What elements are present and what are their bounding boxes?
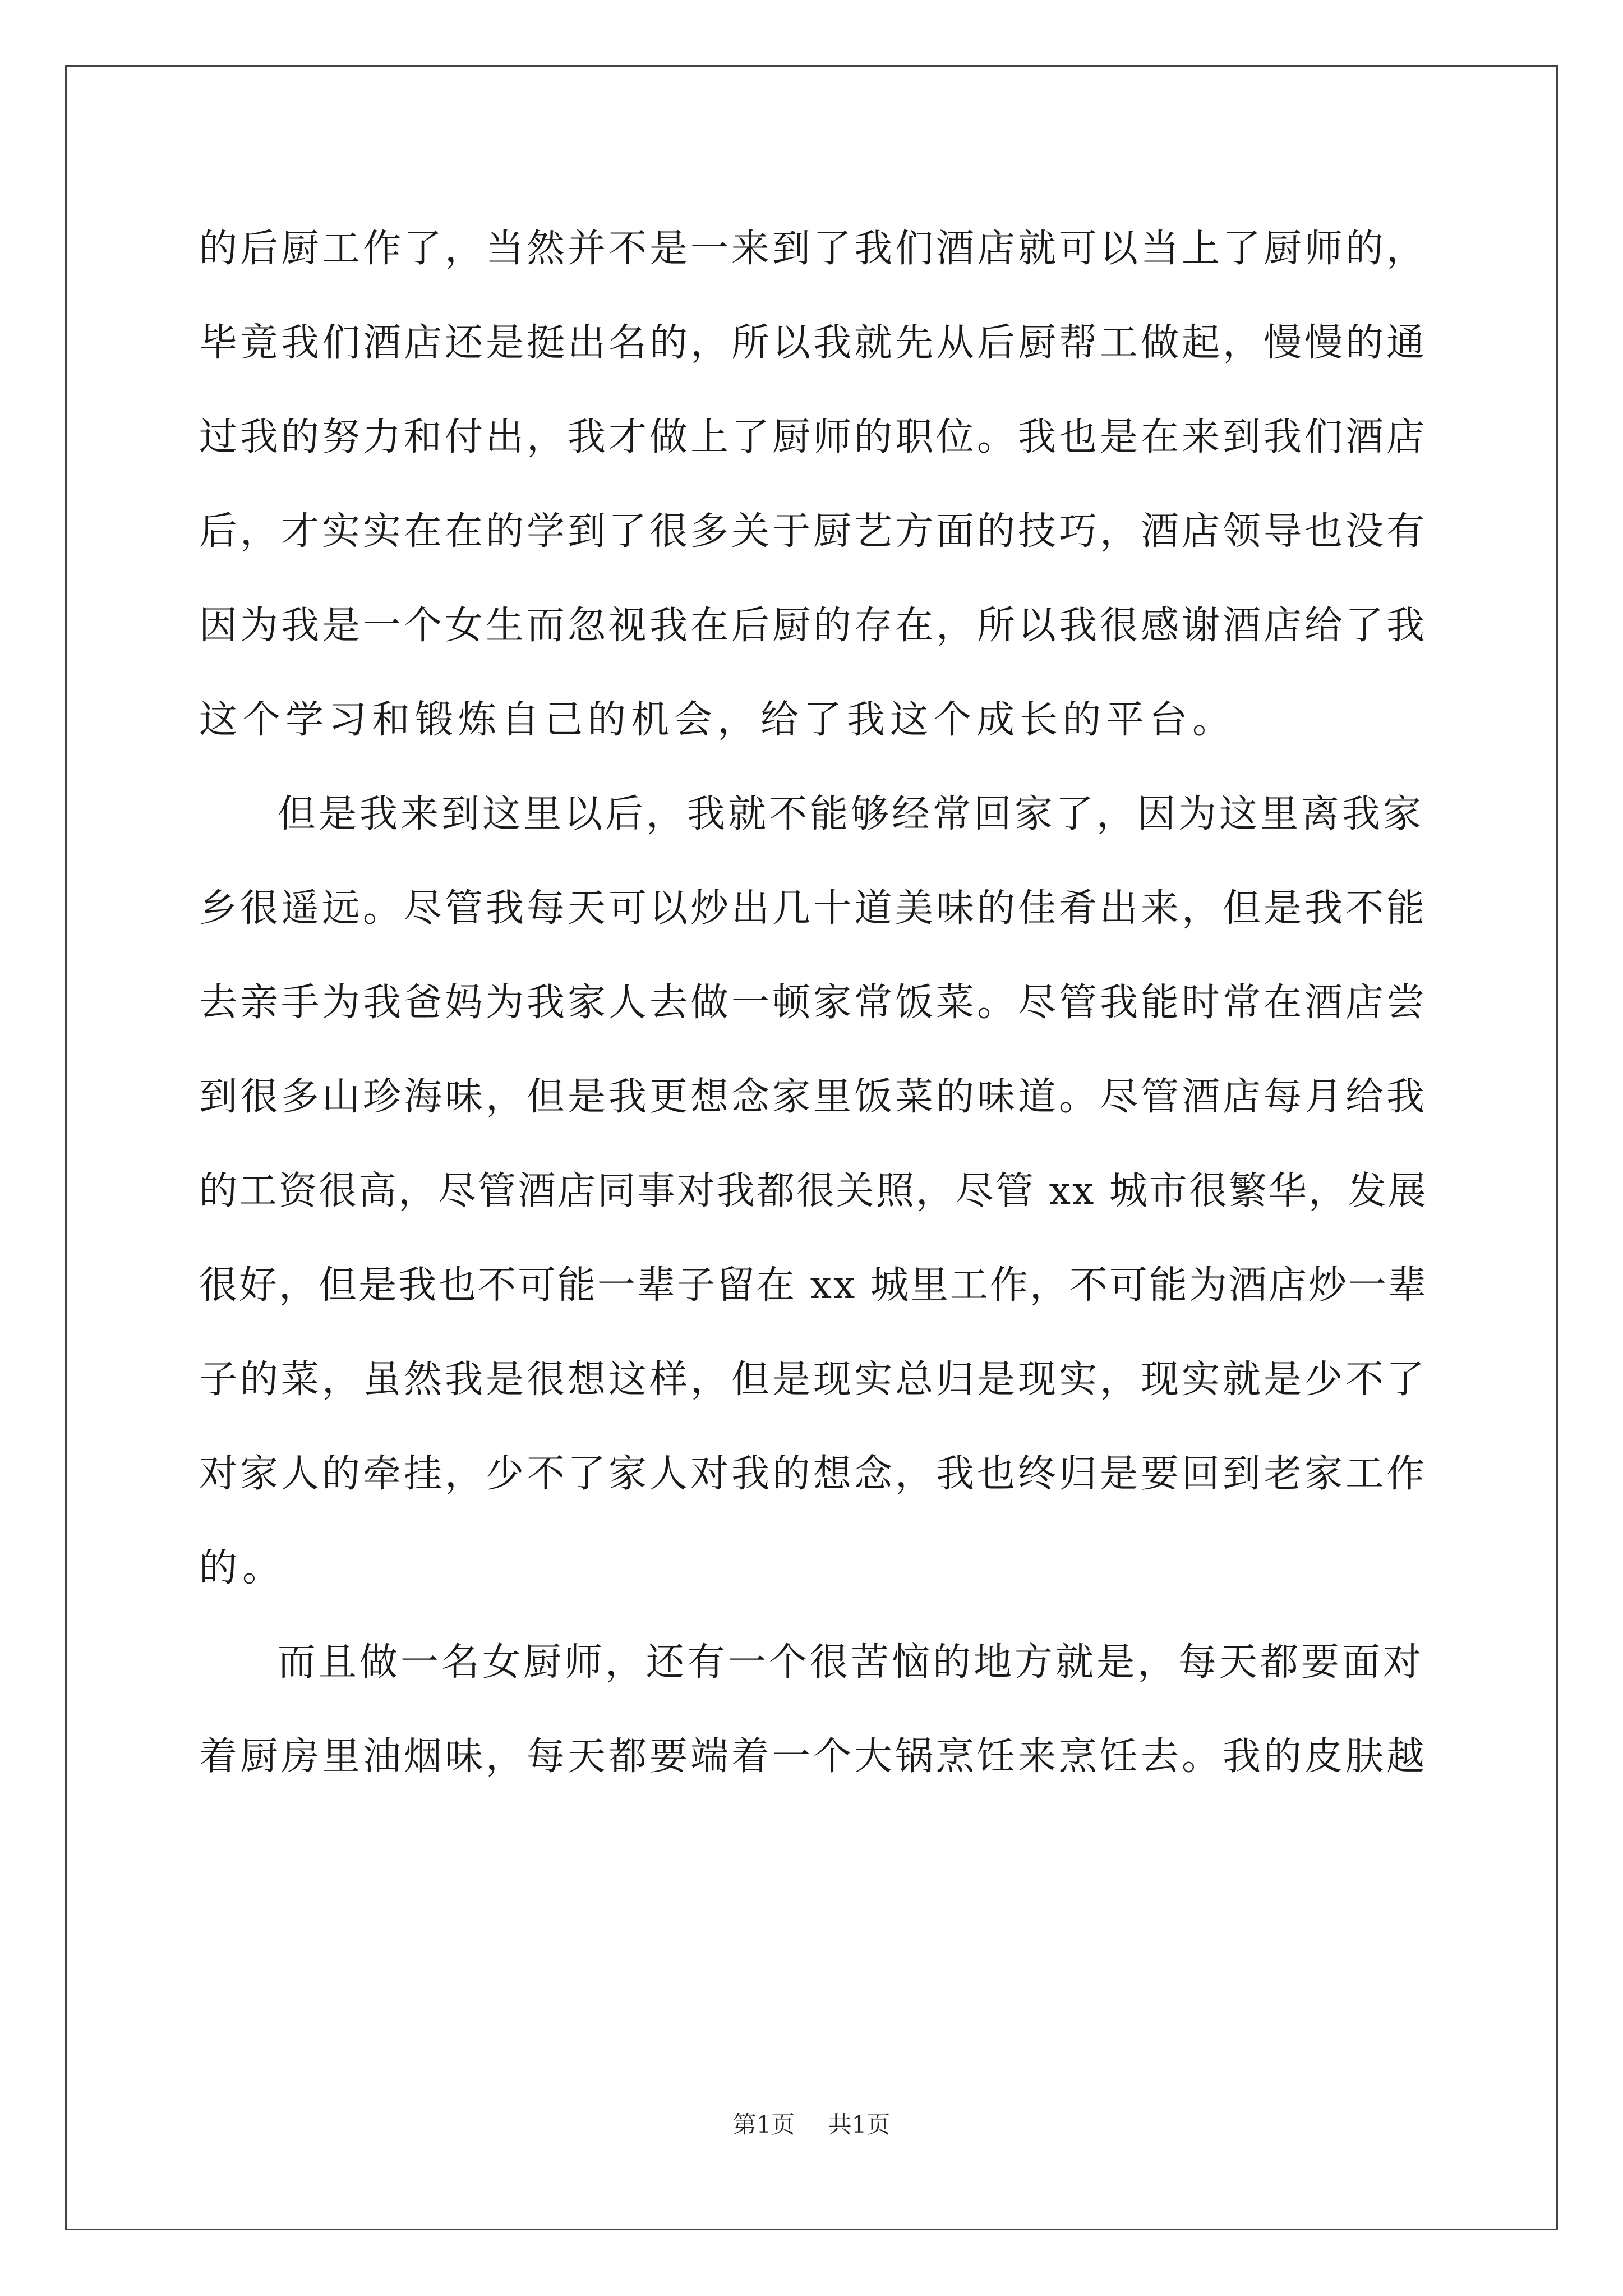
text-line: 乡很遥远。尽管我每天可以炒出几十道美味的佳肴出来，但是我不能 [199, 886, 1428, 931]
page-number: 第1页 [732, 2111, 795, 2138]
text-line: 到很多山珍海味，但是我更想念家里饭菜的味道。尽管酒店每月给我 [199, 1075, 1428, 1119]
text-line: 去亲手为我爸妈为我家人去做一顿家常饭菜。尽管我能时常在酒店尝 [199, 981, 1428, 1025]
page-total: 共1页 [828, 2111, 891, 2138]
text-line: 毕竟我们酒店还是挺出名的，所以我就先从后厨帮工做起，慢慢的通 [199, 321, 1428, 365]
text-line: 但是我来到这里以后，我就不能够经常回家了，因为这里离我家 [278, 792, 1424, 836]
text-line: 的工资很高，尽管酒店同事对我都很关照，尽管 xx 城市很繁华，发展 [199, 1169, 1428, 1213]
text-line: 而且做一名女厨师，还有一个很苦恼的地方就是，每天都要面对 [278, 1640, 1424, 1685]
text-line: 的后厨工作了，当然并不是一来到了我们酒店就可以当上了厨师的， [199, 227, 1428, 271]
text-line: 的。 [199, 1546, 286, 1590]
text-line: 这个学习和锻炼自己的机会，给了我这个成长的平台。 [199, 698, 1236, 742]
page-footer [0, 2106, 1623, 2140]
text-line: 对家人的牵挂，少不了家人对我的想念，我也终归是要回到老家工作 [199, 1452, 1428, 1496]
text-line: 很好，但是我也不可能一辈子留在 xx 城里工作，不可能为酒店炒一辈 [199, 1263, 1428, 1308]
text-line: 着厨房里油烟味，每天都要端着一个大锅烹饪来烹饪去。我的皮肤越 [199, 1734, 1428, 1779]
text-line: 子的菜，虽然我是很想这样，但是现实总归是现实，现实就是少不了 [199, 1358, 1428, 1402]
text-line: 过我的努力和付出，我才做上了厨师的职位。我也是在来到我们酒店 [199, 415, 1428, 459]
text-line: 后，才实实在在的学到了很多关于厨艺方面的技巧，酒店领导也没有 [199, 509, 1428, 554]
document-body [199, 202, 1433, 1804]
text-line: 因为我是一个女生而忽视我在后厨的存在，所以我很感谢酒店给了我 [199, 604, 1428, 648]
